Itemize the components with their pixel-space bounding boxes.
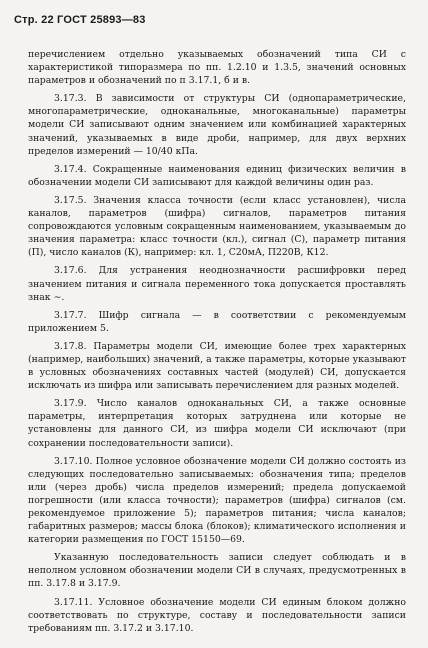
paragraph: 3.17.7. Шифр сигнала — в соответствии с рекомендуемым приложением 5. (28, 309, 406, 334)
paragraph: 3.17.8. Параметры модели СИ, имеющие более трех характерных (например, наибольших) значений, а также параметры, которые указывают в условных обозначениях составных частей (модулей) СИ, допускается исключать из шифра или записывать перечислением для разных моделей. (28, 340, 406, 392)
paragraph: 3.17.6. Для устранения неоднозначности расшифровки перед значением питания и сигнала переменного тока допускается проставлять знак ∼. (28, 265, 406, 303)
paragraph: 3.17.3. В зависимости от структуры СИ (однопараметрические, многопараметрические, одноканальные, многоканальные) параметры модели СИ записывают одним значением или комбинацией характерных значений, указываемых в виде дроби, например, для двух верхних пределов измерений — 10/40 кПа. (28, 93, 406, 157)
paragraph: Указанную последовательность записи следует соблюдать и в неполном условном обозначении модели СИ в случаях, предусмотренных в пп. 3.17.8 и 3.17.9. (28, 552, 406, 590)
paragraph: перечислением отдельно указываемых обозначений типа СИ с характеристикой типоразмера по пп. 1.2.10 и 1.3.5, значений основных параметров и обозначений по п 3.17.1, б и в. (28, 49, 406, 87)
page-header: Стр. 22 ГОСТ 25893—83 (14, 14, 146, 26)
paragraph: 3.17.9. Число каналов одноканальных СИ, а также основные параметры, интерпретация которых затруднена или которые не установлены для данного СИ, из шифра модели СИ исключают (при сохранении последовательности записи). (28, 398, 406, 449)
paragraph: 3.17.4. Сокращенные наименования единиц физических величин в обозначении модели СИ записывают для каждой величины один раз. (28, 163, 406, 188)
paragraph: 3.17.10. Полное условное обозначение модели СИ должно состоять из следующих последовательно записываемых: обозначения типа; пределов или (через дробь) числа пределов измерений; предела допускаемой погрешности (или класса точности); параметров (шифра) сигналов (см. рекомендуемое приложение 5); параметров питания; числа каналов; габаритных размеров; массы блока (блоков); климатического исполнения и категории размещения по ГОСТ 15150—69. (28, 455, 406, 546)
paragraph: 3.17.5. Значения класса точности (если класс установлен), числа каналов, параметров (шифра) сигналов, параметров питания сопровождаются условным сокращенным наименованием, указываемым до значения параметра: класс точности (кл.), сигнал (С), параметр питания (П), число каналов (К), например: кл. 1, С20мА, П220В, К12. (28, 194, 406, 259)
paragraph: 3.17.11. Условное обозначение модели СИ единым блоком должно соответствовать по структуре, составу и последовательности записи требованиям пп. 3.17.2 и 3.17.10. (28, 596, 406, 634)
document-body (28, 48, 406, 640)
